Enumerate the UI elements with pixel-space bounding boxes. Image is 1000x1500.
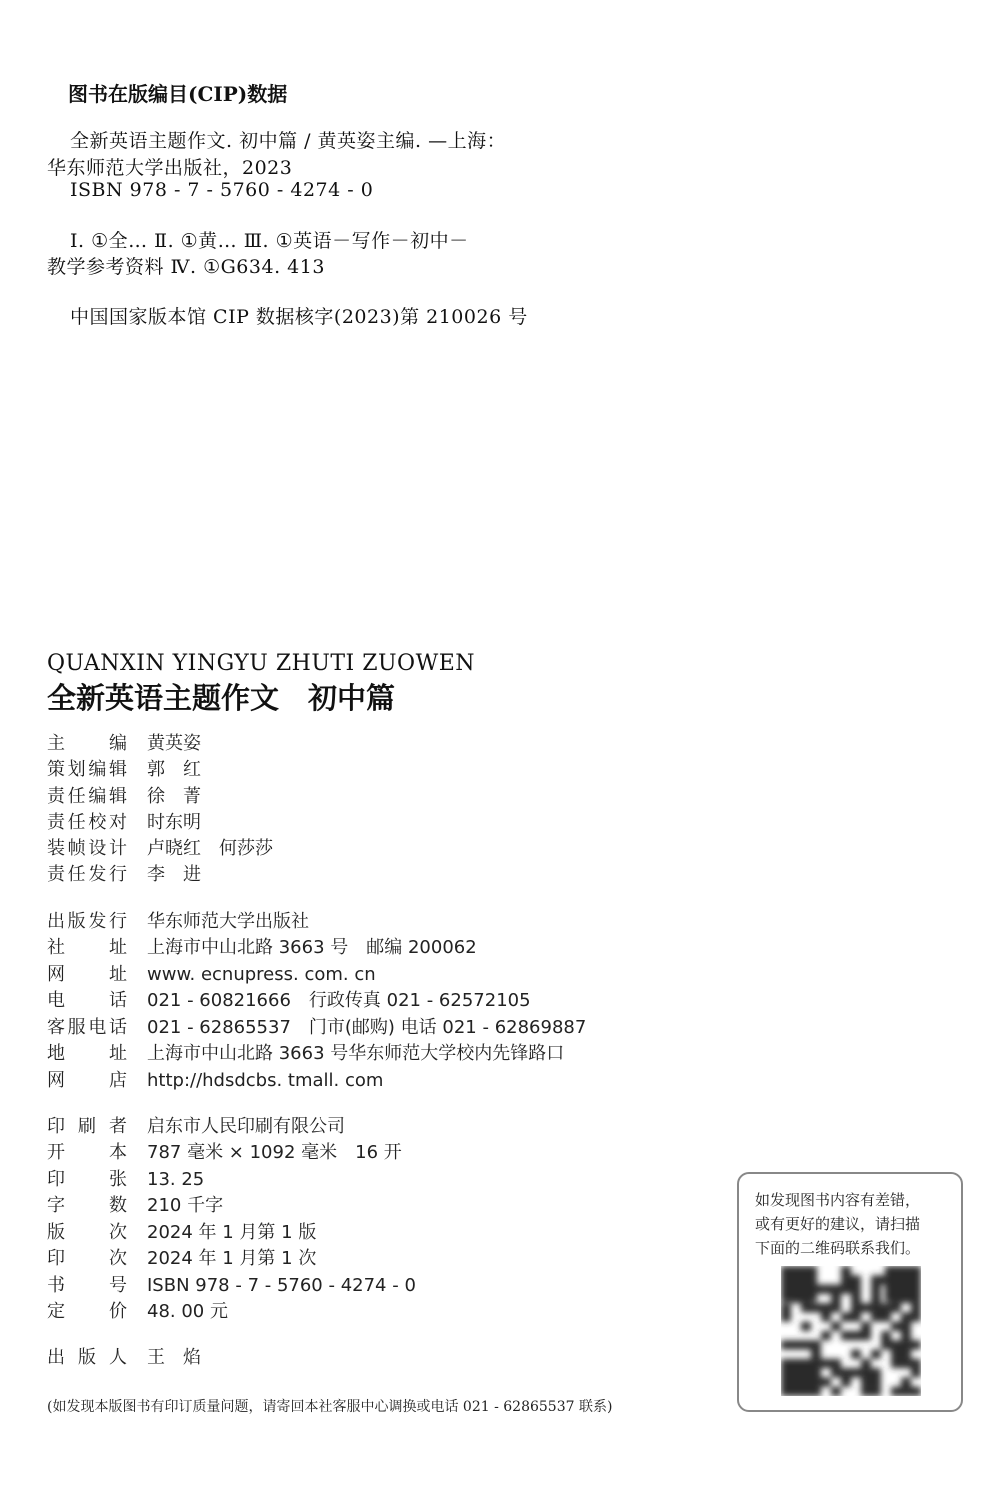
spec-label: 开 本 [47,1142,127,1163]
credit-row [47,862,201,888]
book-pinyin-title: QUANXIN YINGYU ZHUTI ZUOWEN [47,651,475,676]
publisher-value: 上海市中山北路 3663 号 邮编 200062 [147,937,477,958]
credit-row [47,810,201,836]
publisher-row [47,988,531,1014]
spec-value: 2024 年 1 月第 1 版 [147,1222,317,1243]
cip-line-1: 全新英语主题作文. 初中篇 / 黄英姿主编. —上海： [70,130,507,152]
spec-row [47,1193,224,1219]
spec-row [47,1246,317,1272]
publisher-label: 网 址 [47,964,127,985]
spec-value: 启东市人民印刷有限公司 [147,1116,345,1137]
publisher-label: 电 话 [47,990,127,1011]
spec-value: 13. 25 [147,1169,205,1190]
spec-label: 定 价 [47,1301,127,1322]
qr-text-line: 如发现图书内容有差错， [755,1191,921,1209]
credit-value: 卢晓红 何莎莎 [147,838,273,859]
publisher-label: 社 址 [47,937,127,958]
publisher-value: 上海市中山北路 3663 号华东师范大学校内先锋路口 [147,1043,565,1064]
cip-line-4: Ⅰ. ①全… Ⅱ. ①黄… Ⅲ. ①英语－写作－初中－ [70,230,469,252]
publisher-value: 华东师范大学出版社 [147,911,309,932]
spec-label: 印 次 [47,1248,127,1269]
credit-value: 郭 红 [147,759,201,780]
credit-value: 李 进 [147,864,201,885]
cip-line-2: 华东师范大学出版社，2023 [47,157,293,179]
spec-row [47,1299,228,1325]
spec-label: 版 次 [47,1222,127,1243]
credit-label: 责任发行 [47,864,127,885]
credit-row [47,731,201,757]
publisher-value: 021 - 60821666 行政传真 021 - 62572105 [147,990,531,1011]
spec-row [47,1167,205,1193]
spec-row [47,1140,402,1166]
credit-row [47,836,273,862]
credit-label: 策划编辑 [47,759,127,780]
publisher-row [47,1041,565,1067]
spec-value: 48. 00 元 [147,1301,228,1322]
cip-heading: 图书在版编目(CIP)数据 [68,82,288,106]
cip-line-3: ISBN 978 - 7 - 5760 - 4274 - 0 [70,179,374,201]
credit-value: 黄英姿 [147,733,201,754]
spec-row [47,1220,317,1246]
cip-line-6: 中国国家版本馆 CIP 数据核字(2023)第 210026 号 [70,306,528,328]
spec-value: 210 千字 [147,1195,224,1216]
qr-instructions [755,1188,920,1260]
publisher-person-row [47,1345,201,1371]
spec-value: 2024 年 1 月第 1 次 [147,1248,317,1269]
feedback-qr-box [737,1172,963,1412]
spec-label: 字 数 [47,1195,127,1216]
spec-value: 787 毫米 × 1092 毫米 16 开 [147,1142,402,1163]
publisher-row [47,935,477,961]
publisher-row [47,962,376,988]
spec-label: 印 刷 者 [47,1116,127,1137]
publisher-label: 网 店 [47,1070,127,1091]
publisher-row [47,1015,587,1041]
online-store-link[interactable]: http://hdsdcbs. tmall. com [147,1070,384,1091]
qr-code-icon[interactable] [781,1266,921,1396]
publisher-label: 地 址 [47,1043,127,1064]
publisher-person-value: 王 焰 [147,1347,201,1368]
website-link[interactable]: www. ecnupress. com. cn [147,964,376,985]
qr-text-line: 下面的二维码联系我们。 [755,1239,921,1257]
credit-value: 徐 菁 [147,786,201,807]
credit-row [47,757,201,783]
spec-row [47,1114,345,1140]
publisher-value: 021 - 62865537 门市(邮购) 电话 021 - 62869887 [147,1017,587,1038]
publisher-row [47,1068,384,1094]
credit-label: 主 编 [47,733,127,754]
quality-footnote: (如发现本版图书有印订质量问题，请寄回本社客服中心调换或电话 021 - 62865537 联系) [47,1399,613,1415]
book-title: 全新英语主题作文 初中篇 [47,681,396,715]
credit-label: 装帧设计 [47,838,127,859]
spec-value: ISBN 978 - 7 - 5760 - 4274 - 0 [147,1275,416,1296]
credit-row [47,784,201,810]
publisher-person-label: 出 版 人 [47,1347,127,1368]
credit-value: 时东明 [147,812,201,833]
publisher-label: 客服电话 [47,1017,127,1038]
credit-label: 责任编辑 [47,786,127,807]
spec-label: 印 张 [47,1169,127,1190]
publisher-label: 出版发行 [47,911,127,932]
cip-line-5: 教学参考资料 Ⅳ. ①G634. 413 [47,256,325,278]
credit-label: 责任校对 [47,812,127,833]
publisher-row [47,909,309,935]
spec-row [47,1273,416,1299]
qr-text-line: 或有更好的建议，请扫描 [755,1215,921,1233]
spec-label: 书 号 [47,1275,127,1296]
